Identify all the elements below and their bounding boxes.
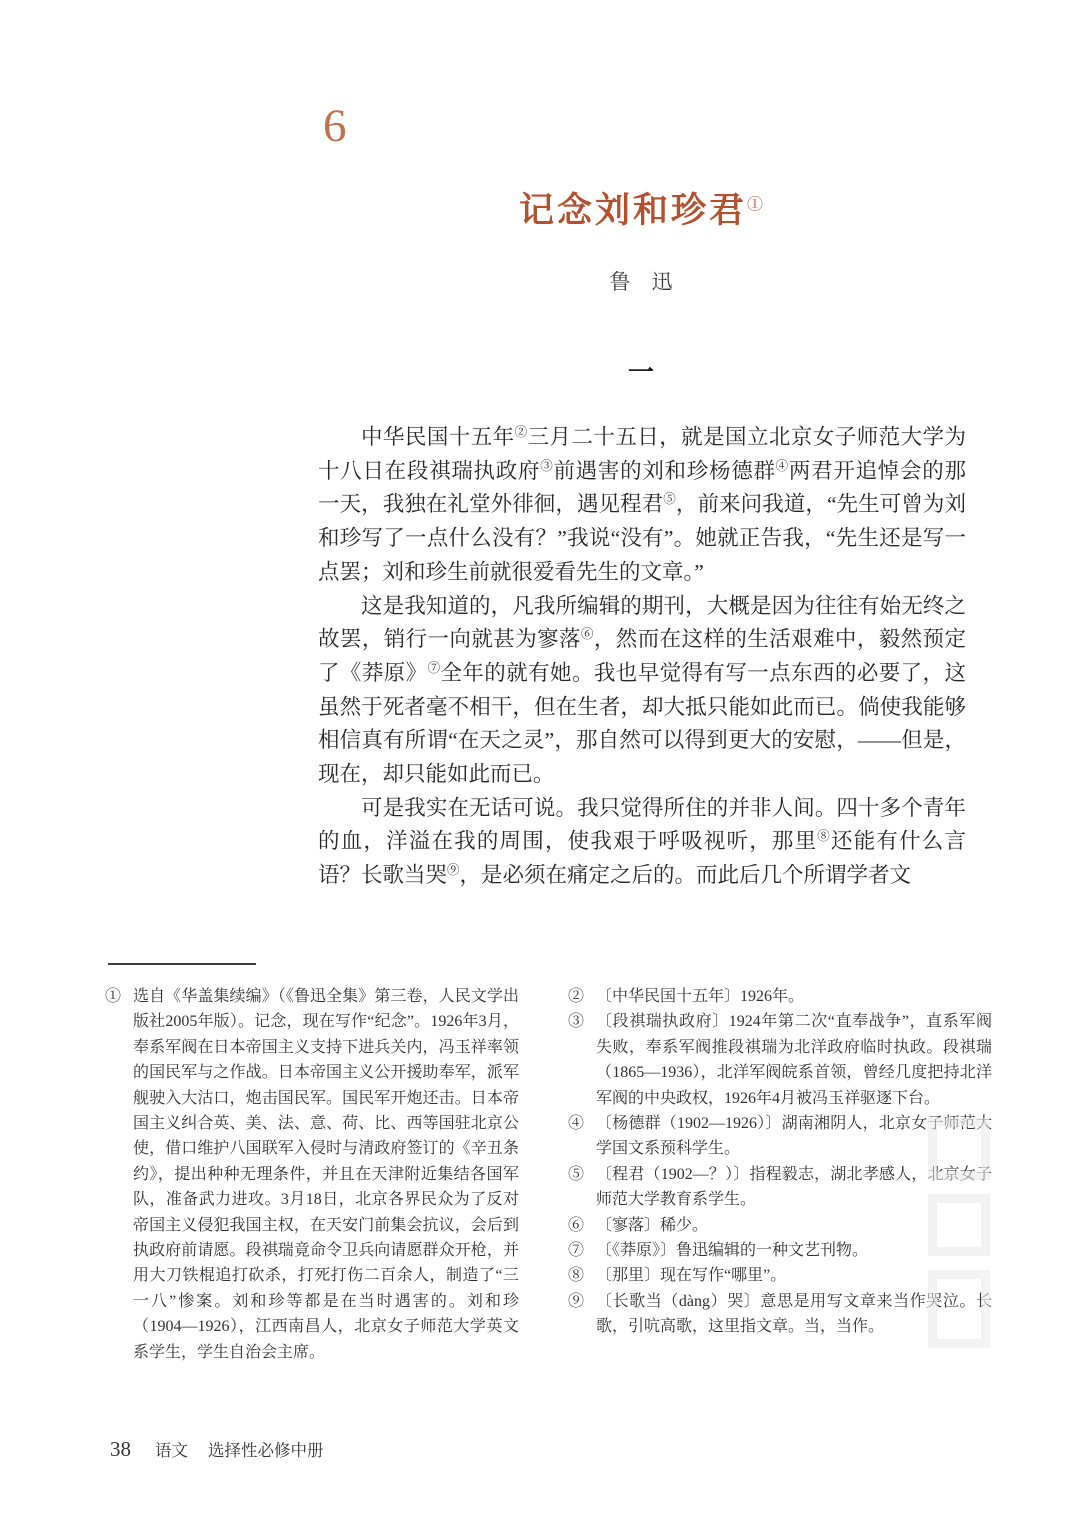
footer-book-title: 选择性必修中册: [208, 1441, 324, 1460]
footnote-ref: ⑧: [817, 829, 831, 844]
footnote-marker: ②: [568, 988, 585, 1005]
footnote-text: 〔《莽原》〕鲁迅编辑的一种文艺刊物。: [596, 1242, 869, 1260]
footnote-ref: ①: [747, 196, 764, 214]
footnote-text: 〔段祺瑞执政府〕1924年第二次“直奉战争”，直系军阀失败，奉系军阀推段祺瑞为北洋政府临时执政。段祺瑞（1865—1936），北洋军阀皖系首领，曾经几度把持北洋军阀的中央政权，1926年4月被冯玉祥驱逐下台。: [596, 1013, 992, 1107]
footnote-marker: ⑥: [568, 1216, 585, 1234]
footnote-ref: ⑨: [447, 862, 460, 877]
footnote-text: 〔那里〕现在写作“哪里”。: [596, 1267, 787, 1285]
page-number: 38: [110, 1437, 131, 1461]
footnote: [568, 984, 992, 1009]
footnote: [568, 1009, 992, 1111]
footnote-ref: ②: [514, 424, 528, 439]
page-title-text: 记念刘和珍君: [518, 191, 747, 230]
footnotes-left-column: [105, 984, 519, 1365]
page-footer: [110, 1437, 324, 1462]
footnote-text: 〔寥落〕稀少。: [596, 1216, 709, 1234]
watermark-glyph: [928, 1118, 990, 1180]
paragraph: 这是我知道的，凡我所编辑的期刊，大概是因为往往有始无终之故罢，销行一向就甚为寥落⑥，然而在这样的生活艰难中，毅然预定了《莽原》⑦全年的就有她。我也早觉得有写一点东西的必要了，这虽然于死者毫不相干，但在生者，却大抵只能如此而已。倘使我能够相信真有所谓“在天之灵”，那自然可以得到更大的安慰，——但是，现在，却只能如此而已。: [318, 593, 966, 787]
watermark: [928, 1118, 1008, 1362]
footnote-marker: ⑧: [568, 1267, 585, 1285]
body-text: [318, 421, 966, 893]
footnote-ref: ⑦: [427, 660, 441, 675]
footnote-ref: ③: [540, 458, 554, 473]
watermark-glyph: [928, 1194, 990, 1256]
footnote-ref: ⑥: [580, 627, 594, 642]
footnote: [105, 984, 519, 1365]
footnote-text: 〔程君（1902—？）〕指程毅志，湖北孝感人，北京女子师范大学教育系学生。: [596, 1165, 992, 1209]
footnote-marker: ⑦: [568, 1242, 585, 1260]
footnote-marker: ③: [568, 1013, 585, 1031]
author-name: 鲁 迅: [609, 270, 673, 294]
footnote-text: 〔长歌当（dàng）哭〕意思是用写文章来当作哭泣。长歌，引吭高歌，这里指文章。当，当作。: [596, 1292, 992, 1336]
section-marker: 一: [627, 358, 654, 387]
footnote-marker: ⑤: [568, 1165, 585, 1183]
footnote-divider: [108, 963, 256, 965]
footer-subject: 语文: [155, 1441, 188, 1460]
paragraph: 可是我实在无话可说。我只觉得所住的并非人间。四十多个青年的血，洋溢在我的周围，使我艰于呼吸视听，那里⑧还能有什么言语？长歌当哭⑨，是必须在痛定之后的。而此后几个所谓学者文: [318, 795, 966, 888]
footnote-marker: ①: [105, 988, 122, 1005]
footnote-ref: ⑤: [663, 492, 676, 507]
watermark-glyph: [928, 1270, 990, 1348]
footnote-text: 选自《华盖集续编》（《鲁迅全集》第三卷，人民文学出版社2005年版）。记念，现在写作“纪念”。1926年3月，奉系军阀在日本帝国主义支持下进兵关内，冯玉祥率领的国民军与之作战。日本帝国主义公开援助奉军，派军舰驶入大沽口，炮击国民军。国民军开炮还击。日本帝国主义纠合英、美、法、意、荷、比、西等国驻北京公使，借口维护八国联军入侵时与清政府签订的《辛丑条约》，提出种种无理条件，并且在天津附近集结各国军队，准备武力进攻。3月18日，北京各界民众为了反对帝国主义侵犯我国主权，在天安门前集会抗议，会后到执政府前请愿。段祺瑞竟命令卫兵向请愿群众开枪，并用大刀铁棍追打砍杀，打死打伤二百余人，制造了“三一八”惨案。刘和珍等都是在当时遇害的。刘和珍（1904—1926），江西南昌人，北京女子师范大学英文系学生，学生自治会主席。: [133, 988, 519, 1361]
paragraph: 中华民国十五年②三月二十五日，就是国立北京女子师范大学为十八日在段祺瑞执政府③前遇害的刘和珍杨德群④两君开追悼会的那一天，我独在礼堂外徘徊，遇见程君⑤，前来问我道，“先生可曾为刘和珍写了一点什么没有？”我说“没有”。她就正告我，“先生还是写一点罢；刘和珍生前就很爱看先生的文章。”: [318, 424, 966, 584]
footnote-marker: ⑨: [568, 1292, 585, 1310]
footnote-text: 〔中华民国十五年〕1926年。: [596, 988, 805, 1005]
footnote-text: 〔杨德群（1902—1926）〕湖南湘阴人，北京女子师范大学国文系预科学生。: [596, 1115, 992, 1158]
page-title: [318, 183, 964, 233]
lesson-number: 6: [323, 100, 347, 152]
footnote-marker: ④: [568, 1115, 585, 1133]
footnote-ref: ④: [775, 458, 789, 473]
